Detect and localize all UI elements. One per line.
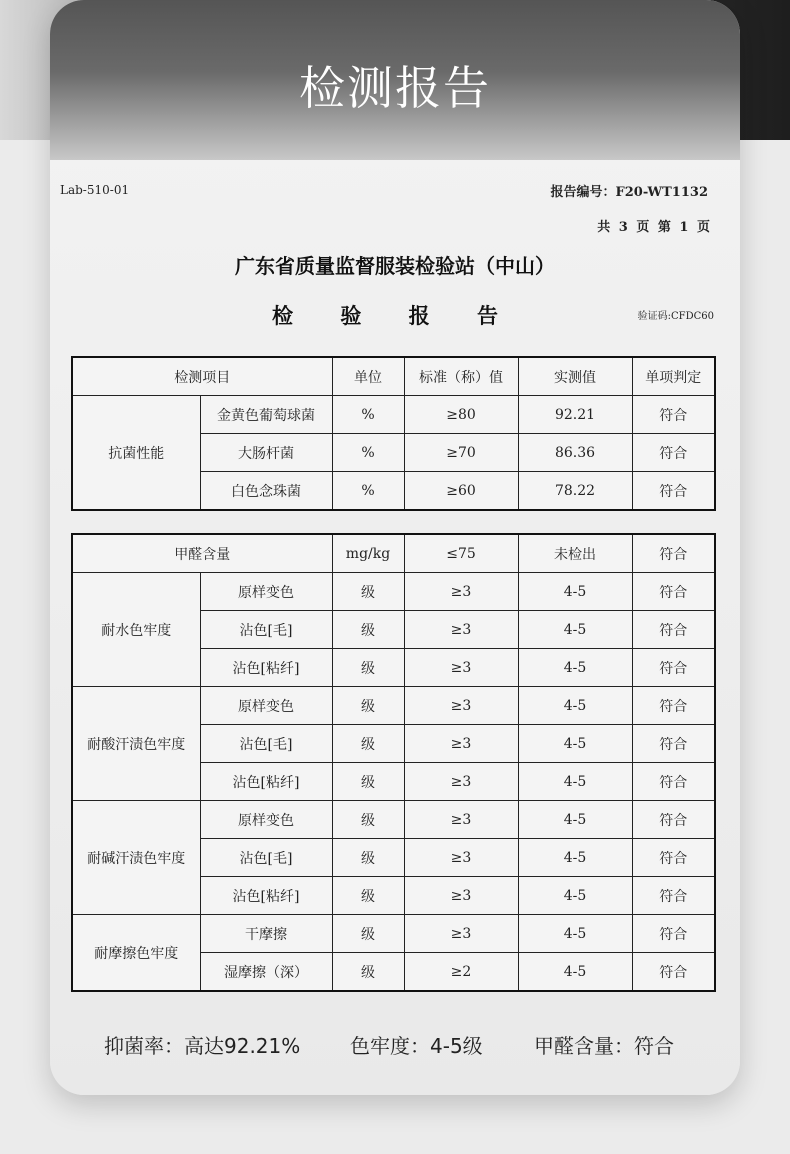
item-cell: 原样变色	[200, 573, 332, 611]
report-number: 报告编号：F20-WT1132	[550, 185, 708, 200]
value-cell: 4-5	[518, 573, 632, 611]
unit-cell: 级	[332, 573, 404, 611]
antibacterial-table	[71, 356, 716, 511]
std-cell: ≥3	[404, 725, 518, 763]
std-cell: ≥80	[404, 396, 518, 434]
value-cell: 4-5	[518, 725, 632, 763]
value-cell: 4-5	[518, 839, 632, 877]
value-cell: 4-5	[518, 687, 632, 725]
result-cell: 符合	[632, 649, 715, 687]
unit-cell: %	[332, 472, 404, 511]
result-cell: 符合	[632, 573, 715, 611]
colorfastness-summary: 色牢度：4-5级	[350, 1034, 483, 1058]
lab-code: Lab-510-01	[60, 183, 130, 197]
result-cell: 符合	[632, 877, 715, 915]
std-cell: ≥3	[404, 687, 518, 725]
item-cell: 沾色[粘纤]	[200, 763, 332, 801]
item-cell: 甲醛含量	[72, 534, 332, 573]
unit-cell: 级	[332, 801, 404, 839]
table-row	[72, 687, 715, 725]
unit-cell: 级	[332, 763, 404, 801]
result-cell: 符合	[632, 725, 715, 763]
table-row	[72, 396, 715, 434]
std-cell: ≥3	[404, 611, 518, 649]
organization-name: 广东省质量监督服装检验站（中山）	[235, 254, 555, 278]
item-cell: 湿摩擦（深）	[200, 953, 332, 992]
table-row	[72, 915, 715, 953]
value-cell: 4-5	[518, 877, 632, 915]
unit-cell: %	[332, 434, 404, 472]
verification-code: 验证码:CFDC60	[637, 311, 714, 322]
unit-cell: 级	[332, 725, 404, 763]
item-cell: 原样变色	[200, 801, 332, 839]
item-cell: 干摩擦	[200, 915, 332, 953]
page-count: 共 3 页 第 1 页	[597, 220, 712, 235]
table-header-row	[72, 357, 715, 396]
group-cell: 耐酸汗渍色牢度	[72, 687, 200, 801]
page-title: 检测报告	[299, 61, 491, 115]
std-cell: ≥70	[404, 434, 518, 472]
value-cell: 4-5	[518, 649, 632, 687]
result-cell: 符合	[632, 687, 715, 725]
item-cell: 沾色[毛]	[200, 725, 332, 763]
value-cell: 86.36	[518, 434, 632, 472]
table-row	[72, 573, 715, 611]
result-cell: 符合	[632, 763, 715, 801]
unit-cell: %	[332, 396, 404, 434]
value-cell: 92.21	[518, 396, 632, 434]
antibacterial-summary: 抑菌率：高达92.21%	[104, 1034, 301, 1058]
item-cell: 沾色[粘纤]	[200, 877, 332, 915]
std-cell: ≥60	[404, 472, 518, 511]
report-card	[50, 0, 740, 1095]
header-cell: 实测值	[518, 357, 632, 396]
value-cell: 78.22	[518, 472, 632, 511]
std-cell: ≥3	[404, 877, 518, 915]
unit-cell: 级	[332, 687, 404, 725]
item-cell: 沾色[粘纤]	[200, 649, 332, 687]
group-cell: 抗菌性能	[72, 396, 200, 511]
unit-cell: 级	[332, 915, 404, 953]
result-cell: 符合	[632, 915, 715, 953]
std-cell: ≤75	[404, 534, 518, 573]
item-cell: 大肠杆菌	[200, 434, 332, 472]
std-cell: ≥3	[404, 649, 518, 687]
result-cell: 符合	[632, 839, 715, 877]
header-cell: 单位	[332, 357, 404, 396]
result-cell: 符合	[632, 396, 715, 434]
group-cell: 耐水色牢度	[72, 573, 200, 687]
table-row	[72, 534, 715, 573]
unit-cell: 级	[332, 649, 404, 687]
value-cell: 4-5	[518, 763, 632, 801]
group-cell: 耐碱汗渍色牢度	[72, 801, 200, 915]
value-cell: 4-5	[518, 801, 632, 839]
document-title: 检 验 报 告	[272, 304, 518, 328]
result-cell: 符合	[632, 611, 715, 649]
unit-cell: 级	[332, 839, 404, 877]
item-cell: 金黄色葡萄球菌	[200, 396, 332, 434]
std-cell: ≥3	[404, 763, 518, 801]
unit-cell: mg/kg	[332, 534, 404, 573]
unit-cell: 级	[332, 953, 404, 992]
std-cell: ≥3	[404, 573, 518, 611]
std-cell: ≥2	[404, 953, 518, 992]
colorfastness-table	[71, 533, 716, 992]
item-cell: 沾色[毛]	[200, 839, 332, 877]
header-cell: 标准（称）值	[404, 357, 518, 396]
result-cell: 符合	[632, 472, 715, 511]
header-cell: 单项判定	[632, 357, 715, 396]
unit-cell: 级	[332, 611, 404, 649]
header-cell: 检测项目	[72, 357, 332, 396]
std-cell: ≥3	[404, 839, 518, 877]
group-cell: 耐摩擦色牢度	[72, 915, 200, 992]
result-cell: 符合	[632, 953, 715, 992]
value-cell: 4-5	[518, 953, 632, 992]
result-cell: 符合	[632, 534, 715, 573]
result-cell: 符合	[632, 801, 715, 839]
std-cell: ≥3	[404, 915, 518, 953]
item-cell: 原样变色	[200, 687, 332, 725]
item-cell: 白色念珠菌	[200, 472, 332, 511]
item-cell: 沾色[毛]	[200, 611, 332, 649]
table-row	[72, 801, 715, 839]
value-cell: 4-5	[518, 611, 632, 649]
result-cell: 符合	[632, 434, 715, 472]
formaldehyde-summary: 甲醛含量：符合	[534, 1034, 674, 1058]
value-cell: 未检出	[518, 534, 632, 573]
unit-cell: 级	[332, 877, 404, 915]
std-cell: ≥3	[404, 801, 518, 839]
value-cell: 4-5	[518, 915, 632, 953]
